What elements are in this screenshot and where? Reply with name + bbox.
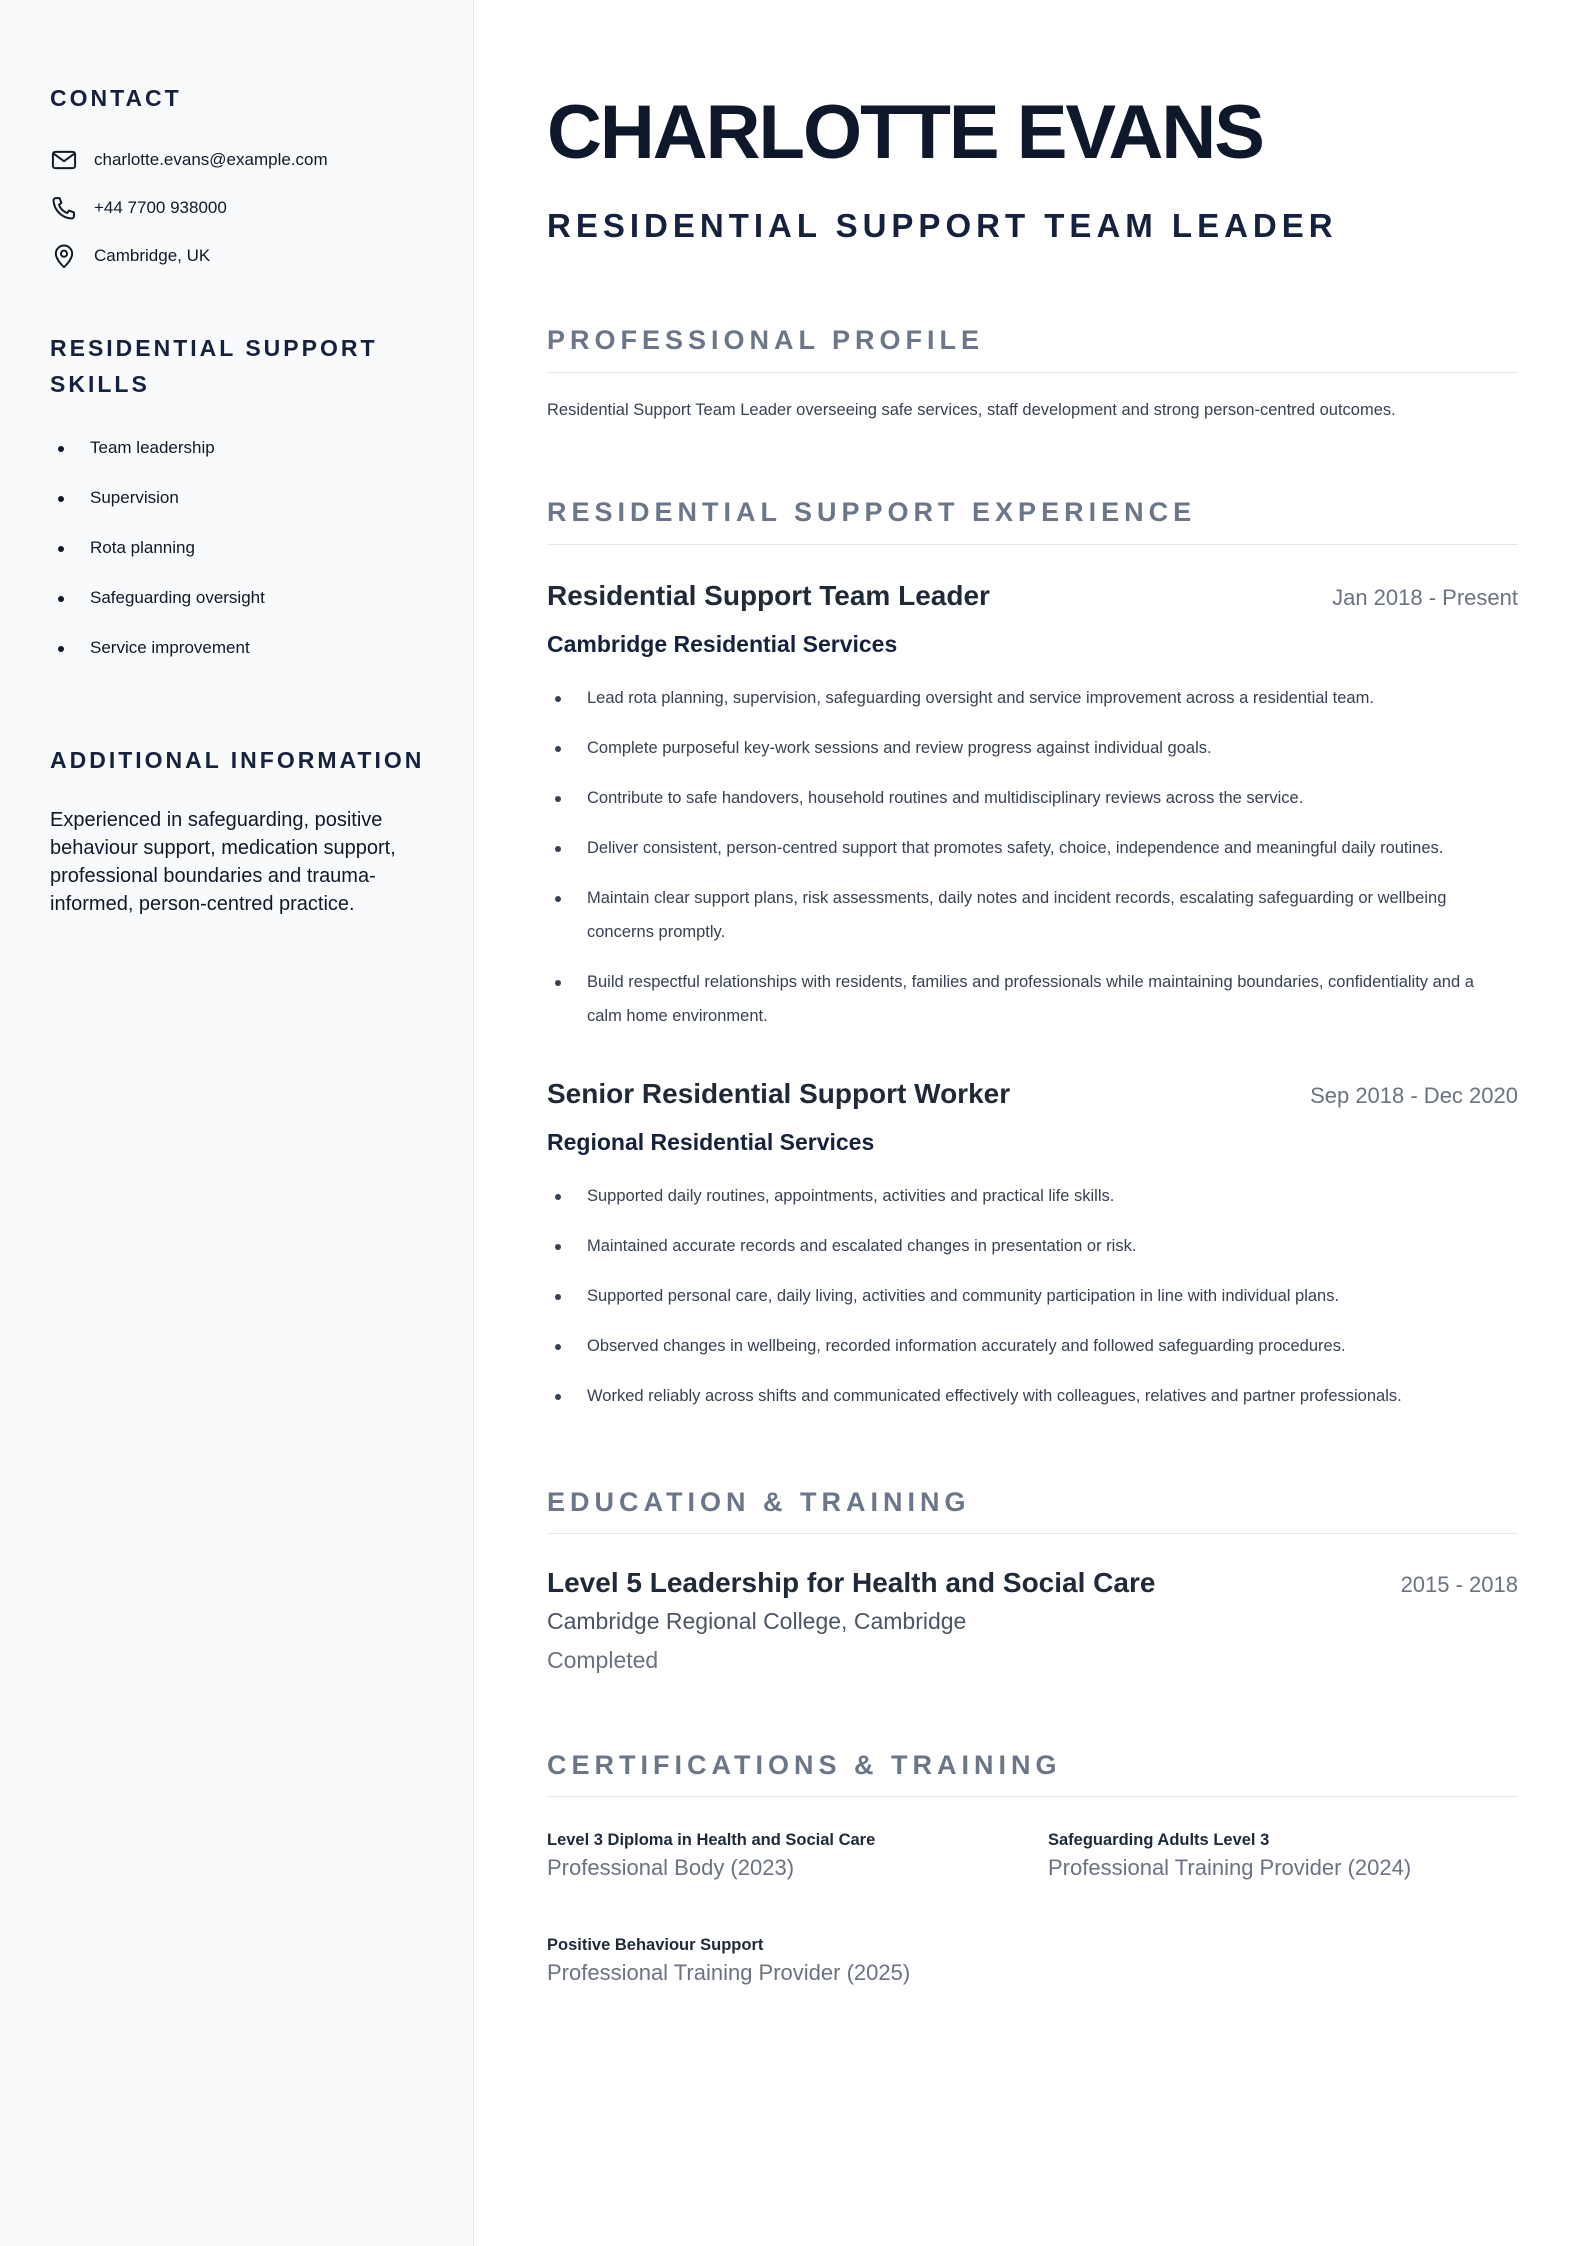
education-status: Completed bbox=[547, 1647, 659, 1673]
location-pin-icon bbox=[50, 242, 78, 270]
skills-heading-line-2: SKILLS bbox=[50, 371, 150, 397]
job-bullet: Supported personal care, daily living, activities and community participation in line with individual plans. bbox=[547, 1279, 1507, 1313]
job-dates: Jan 2018 - Present bbox=[1332, 585, 1518, 610]
contact-email bbox=[50, 145, 328, 175]
profile-heading: PROFESSIONAL PROFILE bbox=[547, 325, 985, 355]
profile-text: Residential Support Team Leader overseeing safe services, staff development and strong person-centred outcomes. bbox=[547, 401, 1396, 419]
job-bullets bbox=[547, 1179, 1507, 1429]
additional-info-text: Experienced in safeguarding, positive behaviour support, medication support, professional boundaries and trauma-informed, person-centred practice. bbox=[50, 809, 396, 915]
job-bullet: Worked reliably across shifts and communicated effectively with colleagues, relatives and partner professionals. bbox=[547, 1379, 1507, 1413]
section-divider bbox=[547, 372, 1518, 373]
phone-text[interactable]: +44 7700 938000 bbox=[94, 198, 227, 217]
job-company: Cambridge Residential Services bbox=[547, 631, 898, 657]
candidate-name: CHARLOTTE EVANS bbox=[547, 90, 1263, 175]
job-bullet: Maintain clear support plans, risk assessments, daily notes and incident records, escalating safeguarding or wellbeing concerns promptly. bbox=[547, 881, 1507, 949]
job-bullet: Build respectful relationships with residents, families and professionals while maintaining boundaries, confidentiality and a calm home environment. bbox=[547, 965, 1507, 1033]
certification-issuer: Professional Training Provider (2025) bbox=[547, 1960, 911, 1985]
sidebar bbox=[0, 0, 474, 2246]
mail-icon bbox=[50, 146, 78, 174]
skill-item: Service improvement bbox=[50, 632, 265, 682]
candidate-role: RESIDENTIAL SUPPORT TEAM LEADER bbox=[547, 207, 1338, 244]
skills-heading bbox=[50, 330, 378, 402]
certification-item bbox=[547, 1933, 1027, 1989]
skill-item: Safeguarding oversight bbox=[50, 582, 265, 632]
certification-issuer: Professional Training Provider (2024) bbox=[1048, 1855, 1412, 1880]
job-bullet: Supported daily routines, appointments, activities and practical life skills. bbox=[547, 1179, 1507, 1213]
job-dates: Sep 2018 - Dec 2020 bbox=[1310, 1083, 1518, 1108]
job-bullet: Observed changes in wellbeing, recorded information accurately and followed safeguarding procedures. bbox=[547, 1329, 1507, 1363]
section-divider bbox=[547, 544, 1518, 545]
phone-icon bbox=[50, 194, 78, 222]
skill-item: Supervision bbox=[50, 482, 265, 532]
job-title: Residential Support Team Leader bbox=[547, 580, 990, 611]
job-title: Senior Residential Support Worker bbox=[547, 1078, 1011, 1109]
main-content bbox=[475, 0, 1588, 2246]
location-text: Cambridge, UK bbox=[94, 246, 211, 265]
skills-heading-line-1: RESIDENTIAL SUPPORT bbox=[50, 335, 378, 361]
job-bullet: Deliver consistent, person-centred support that promotes safety, choice, independence and meaningful daily routines. bbox=[547, 831, 1507, 865]
contact-heading: CONTACT bbox=[50, 85, 182, 111]
section-divider bbox=[547, 1796, 1518, 1797]
job-bullet: Maintained accurate records and escalated changes in presentation or risk. bbox=[547, 1229, 1507, 1263]
job-company: Regional Residential Services bbox=[547, 1129, 875, 1155]
certification-item bbox=[1048, 1828, 1528, 1884]
skills-list bbox=[50, 432, 265, 682]
education-dates: 2015 - 2018 bbox=[1400, 1572, 1518, 1597]
education-institution: Cambridge Regional College, Cambridge bbox=[547, 1608, 967, 1634]
education-heading: EDUCATION & TRAINING bbox=[547, 1487, 971, 1517]
job-bullet: Lead rota planning, supervision, safeguarding oversight and service improvement across a residential team. bbox=[547, 681, 1507, 715]
certification-item bbox=[547, 1828, 1027, 1884]
section-divider bbox=[547, 1533, 1518, 1534]
certification-name: Positive Behaviour Support bbox=[547, 1936, 764, 1954]
email-text[interactable]: charlotte.evans@example.com bbox=[94, 150, 328, 169]
certification-name: Level 3 Diploma in Health and Social Care bbox=[547, 1831, 876, 1849]
job-bullet: Contribute to safe handovers, household routines and multidisciplinary reviews across the service. bbox=[547, 781, 1507, 815]
contact-phone bbox=[50, 193, 227, 223]
job-bullets bbox=[547, 681, 1507, 1049]
certifications-heading: CERTIFICATIONS & TRAINING bbox=[547, 1750, 1062, 1780]
education-qualification: Level 5 Leadership for Health and Social Care bbox=[547, 1567, 1156, 1598]
experience-heading: RESIDENTIAL SUPPORT EXPERIENCE bbox=[547, 497, 1197, 527]
certification-name: Safeguarding Adults Level 3 bbox=[1048, 1831, 1270, 1849]
skill-item: Rota planning bbox=[50, 532, 265, 582]
contact-location bbox=[50, 241, 210, 271]
additional-info-heading: ADDITIONAL INFORMATION bbox=[50, 747, 425, 773]
skill-item: Team leadership bbox=[50, 432, 265, 482]
certification-issuer: Professional Body (2023) bbox=[547, 1855, 795, 1880]
job-bullet: Complete purposeful key-work sessions and review progress against individual goals. bbox=[547, 731, 1507, 765]
